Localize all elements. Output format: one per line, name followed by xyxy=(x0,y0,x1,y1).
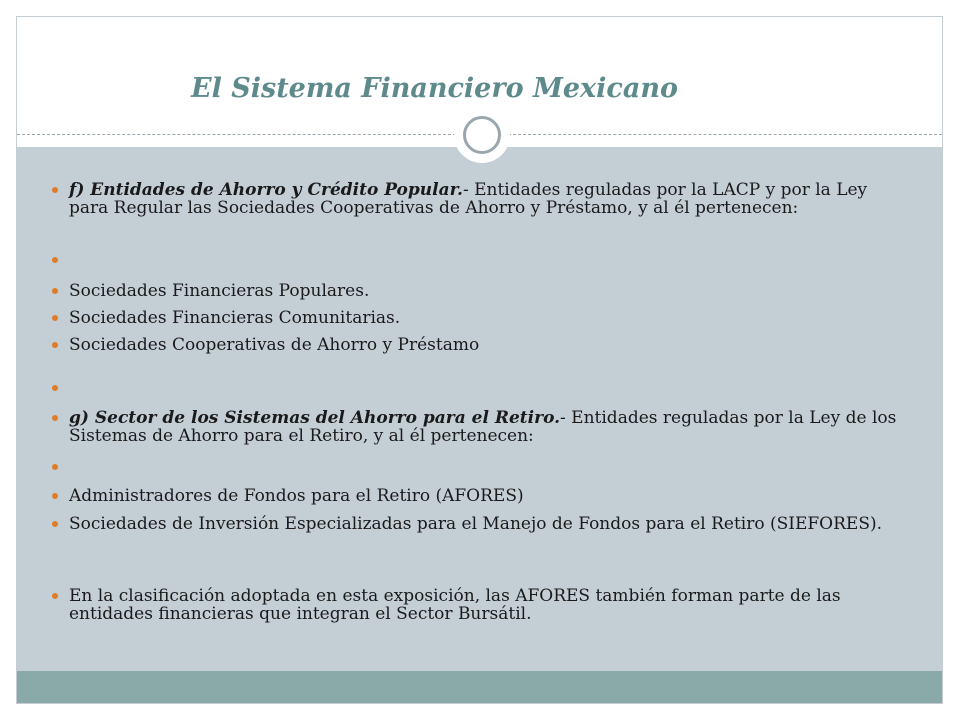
bullet-icon xyxy=(52,593,58,599)
list-item xyxy=(69,336,907,354)
bullet-icon xyxy=(52,288,58,294)
bullet-icon xyxy=(52,464,58,470)
item-text: Sociedades Financieras Comunitarias. xyxy=(69,308,401,328)
bullet-icon xyxy=(52,187,58,193)
item-text: Sociedades Cooperativas de Ahorro y Préstamo xyxy=(69,335,480,355)
bullet-icon xyxy=(52,315,58,321)
bullet-icon xyxy=(52,342,58,348)
item-text: Administradores de Fondos para el Retiro (AFORES) xyxy=(69,486,524,506)
footer-band xyxy=(17,671,942,703)
bullet-icon xyxy=(52,521,58,527)
item-text: En la clasificación adoptada en esta exposición, las AFORES también forman parte de las entidades financieras que integran el Sector Bursátil. xyxy=(69,586,841,624)
item-lead: g) Sector de los Sistemas del Ahorro para el Retiro. xyxy=(69,408,561,428)
circle-icon xyxy=(463,116,501,154)
item-text: Sociedades de Inversión Especializadas para el Manejo de Fondos para el Retiro (SIEFORES). xyxy=(69,514,883,534)
bullet-icon xyxy=(52,385,58,391)
list-item xyxy=(69,409,907,445)
slide-title: El Sistema Financiero Mexicano xyxy=(191,73,678,104)
item-text: Sociedades Financieras Populares. xyxy=(69,281,370,301)
list-item xyxy=(69,587,907,623)
bullet-icon xyxy=(52,257,58,263)
bullet-icon xyxy=(52,493,58,499)
bullet-icon xyxy=(52,415,58,421)
list-item xyxy=(69,282,907,300)
list-item xyxy=(69,181,907,217)
slide xyxy=(16,16,943,704)
list-item xyxy=(69,309,907,327)
list-item xyxy=(69,487,907,505)
content-area xyxy=(17,147,942,671)
item-lead: f) Entidades de Ahorro y Crédito Popular. xyxy=(69,180,463,200)
bullet-list xyxy=(17,147,942,671)
item-text: - Entidades reguladas por la LACP y por la Ley para Regular las Sociedades Cooperativas de Ahorro y Préstamo, y al él pertenecen: xyxy=(69,180,868,218)
item-text: - Entidades reguladas por la Ley de los Sistemas de Ahorro para el Retiro, y al él pertenecen: xyxy=(69,408,897,446)
list-item xyxy=(69,515,907,533)
